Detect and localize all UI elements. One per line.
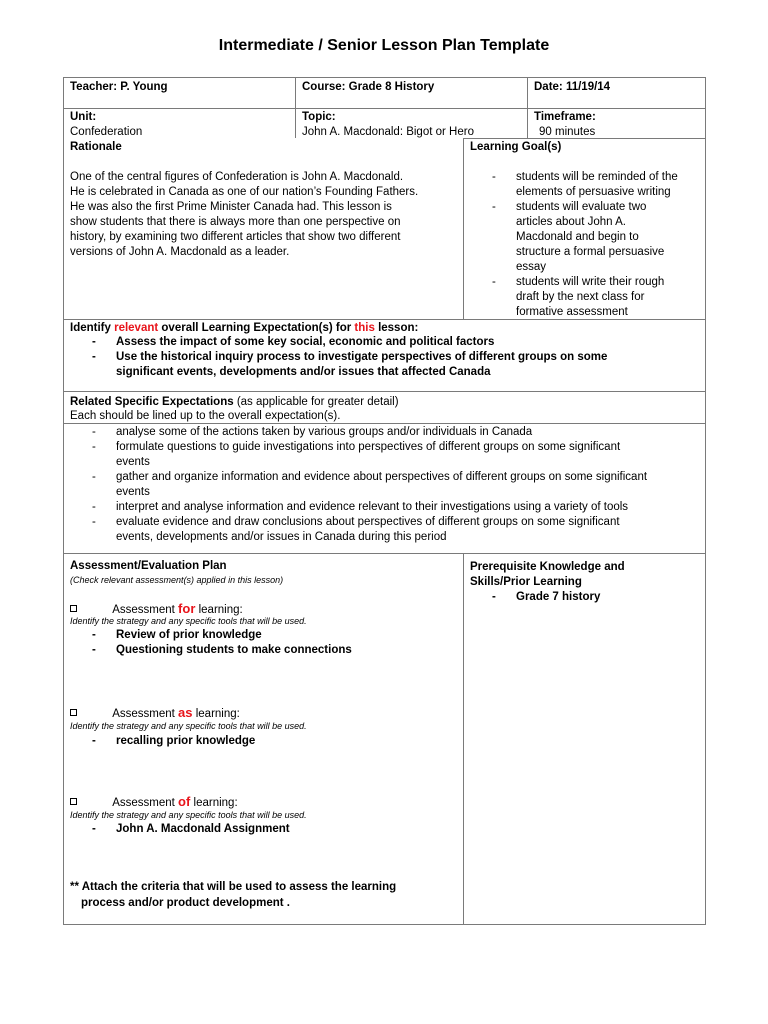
specific-expectation: events bbox=[116, 486, 150, 498]
specific-expectation: formulate questions to guide investigations into perspectives of different groups on some significant bbox=[116, 441, 621, 453]
rationale-line: He was also the first Prime Minister Canada had. This lesson is bbox=[70, 201, 392, 213]
divider bbox=[63, 553, 706, 554]
divider bbox=[463, 553, 464, 925]
date-cell: Date: 11/19/14 bbox=[534, 81, 611, 93]
goal-line: students will be reminded of the bbox=[516, 171, 678, 183]
heading-word: overall Learning Expectation(s) for bbox=[161, 322, 352, 334]
checkbox-icon[interactable] bbox=[70, 798, 77, 805]
goal-line: structure a formal persuasive bbox=[516, 246, 665, 258]
overall-expectations-heading bbox=[70, 321, 418, 336]
bullet-dash: - bbox=[492, 591, 496, 603]
bullet-dash: - bbox=[492, 276, 496, 288]
assessment-as-item: recalling prior knowledge bbox=[116, 735, 256, 747]
goal-line: students will evaluate two bbox=[516, 201, 647, 213]
learning-goals-label: Learning Goal(s) bbox=[470, 141, 562, 153]
goal-line: essay bbox=[516, 261, 547, 273]
learning-word: learning: bbox=[195, 708, 240, 720]
learning-word: learning: bbox=[193, 797, 238, 809]
goal-line: students will write their rough bbox=[516, 276, 665, 288]
bullet-dash: - bbox=[92, 823, 96, 835]
teacher-cell: Teacher: P. Young bbox=[70, 81, 168, 93]
prereq-item: Grade 7 history bbox=[516, 591, 601, 603]
specific-sub: Each should be lined up to the overall expectation(s). bbox=[70, 410, 341, 422]
strategy-note: Identify the strategy and any specific tools that will be used. bbox=[70, 810, 307, 820]
bullet-dash: - bbox=[92, 629, 96, 641]
rationale-label: Rationale bbox=[70, 141, 122, 153]
bullet-dash: - bbox=[92, 441, 96, 453]
of-keyword: of bbox=[178, 794, 191, 809]
specific-expectations-heading bbox=[70, 395, 399, 410]
checkbox-icon[interactable] bbox=[70, 709, 77, 716]
for-keyword: for bbox=[178, 601, 196, 616]
bullet-dash: - bbox=[492, 201, 496, 213]
assessment-word: Assessment bbox=[112, 797, 175, 809]
bullet-dash: - bbox=[92, 426, 96, 438]
specific-expectation: interpret and analyse information and evidence relevant to their investigations using a variety of tools bbox=[116, 501, 629, 513]
specific-expectation: evaluate evidence and draw conclusions about perspectives of different groups on some significant bbox=[116, 516, 620, 528]
unit-label: Unit: bbox=[70, 111, 97, 123]
goal-line: articles about John A. bbox=[516, 216, 626, 228]
assessment-of-row[interactable] bbox=[70, 794, 238, 811]
divider bbox=[63, 391, 706, 392]
overall-expectation: significant events, developments and/or issues that affected Canada bbox=[116, 366, 491, 378]
learning-word: learning: bbox=[198, 604, 243, 616]
divider bbox=[63, 108, 706, 109]
assessment-label: Assessment/Evaluation Plan bbox=[70, 560, 227, 572]
assessment-note: (Check relevant assessment(s) applied in this lesson) bbox=[70, 575, 284, 585]
unit-value: Confederation bbox=[70, 126, 143, 138]
as-keyword: as bbox=[178, 705, 193, 720]
specific-expectation: analyse some of the actions taken by various groups and/or individuals in Canada bbox=[116, 426, 533, 438]
rationale-line: show students that there is always more than one perspective on bbox=[70, 216, 401, 228]
specific-label: Related Specific Expectations bbox=[70, 396, 234, 408]
timeframe-value: 90 minutes bbox=[539, 126, 596, 138]
overall-expectation: Assess the impact of some key social, economic and political factors bbox=[116, 336, 495, 348]
heading-word: Identify bbox=[70, 322, 111, 334]
document-title: Intermediate / Senior Lesson Plan Template bbox=[218, 37, 550, 54]
strategy-note: Identify the strategy and any specific tools that will be used. bbox=[70, 616, 307, 626]
topic-value: John A. Macdonald: Bigot or Hero bbox=[302, 126, 474, 138]
bullet-dash: - bbox=[92, 735, 96, 747]
assessment-word: Assessment bbox=[112, 604, 175, 616]
rationale-line: He is celebrated in Canada as one of our nation’s Founding Fathers. bbox=[70, 186, 419, 198]
bullet-dash: - bbox=[92, 644, 96, 656]
rationale-line: One of the central figures of Confederation is John A. Macdonald. bbox=[70, 171, 404, 183]
bullet-dash: - bbox=[92, 471, 96, 483]
goal-line: draft by the next class for bbox=[516, 291, 645, 303]
bullet-dash: - bbox=[92, 501, 96, 513]
assessment-word: Assessment bbox=[112, 708, 175, 720]
attach-criteria-line: process and/or product development . bbox=[81, 897, 290, 909]
specific-note: (as applicable for greater detail) bbox=[236, 396, 399, 408]
bullet-dash: - bbox=[92, 516, 96, 528]
prereq-label: Skills/Prior Learning bbox=[470, 576, 582, 588]
assessment-for-item: Review of prior knowledge bbox=[116, 629, 262, 641]
divider bbox=[463, 138, 464, 319]
strategy-note: Identify the strategy and any specific tools that will be used. bbox=[70, 721, 307, 731]
assessment-for-item: Questioning students to make connections bbox=[116, 644, 352, 656]
overall-expectation: Use the historical inquiry process to investigate perspectives of different groups on some bbox=[116, 351, 608, 363]
specific-expectation: events, developments and/or issues in Canada during this period bbox=[116, 531, 447, 543]
rationale-line: history, by examining two different articles that show two different bbox=[70, 231, 401, 243]
assessment-as-row[interactable] bbox=[70, 705, 240, 722]
rationale-line: versions of John A. Macdonald as a leader. bbox=[70, 246, 290, 258]
divider bbox=[295, 77, 296, 138]
attach-criteria-line: ** Attach the criteria that will be used to assess the learning bbox=[70, 881, 397, 893]
this-word: this bbox=[354, 322, 375, 334]
prereq-label: Prerequisite Knowledge and bbox=[470, 561, 625, 573]
relevant-word: relevant bbox=[114, 322, 159, 334]
divider bbox=[527, 77, 528, 138]
goal-line: Macdonald and begin to bbox=[516, 231, 639, 243]
course-cell: Course: Grade 8 History bbox=[302, 81, 435, 93]
timeframe-label: Timeframe: bbox=[534, 111, 596, 123]
assessment-of-item: John A. Macdonald Assignment bbox=[116, 823, 290, 835]
bullet-dash: - bbox=[92, 351, 96, 363]
bullet-dash: - bbox=[92, 336, 96, 348]
heading-word: lesson: bbox=[378, 322, 419, 334]
goal-line: formative assessment bbox=[516, 306, 628, 318]
checkbox-icon[interactable] bbox=[70, 605, 77, 612]
bullet-dash: - bbox=[492, 171, 496, 183]
specific-expectation: events bbox=[116, 456, 150, 468]
topic-label: Topic: bbox=[302, 111, 336, 123]
specific-expectation: gather and organize information and evidence about perspectives of different groups on some significant bbox=[116, 471, 648, 483]
goal-line: elements of persuasive writing bbox=[516, 186, 671, 198]
